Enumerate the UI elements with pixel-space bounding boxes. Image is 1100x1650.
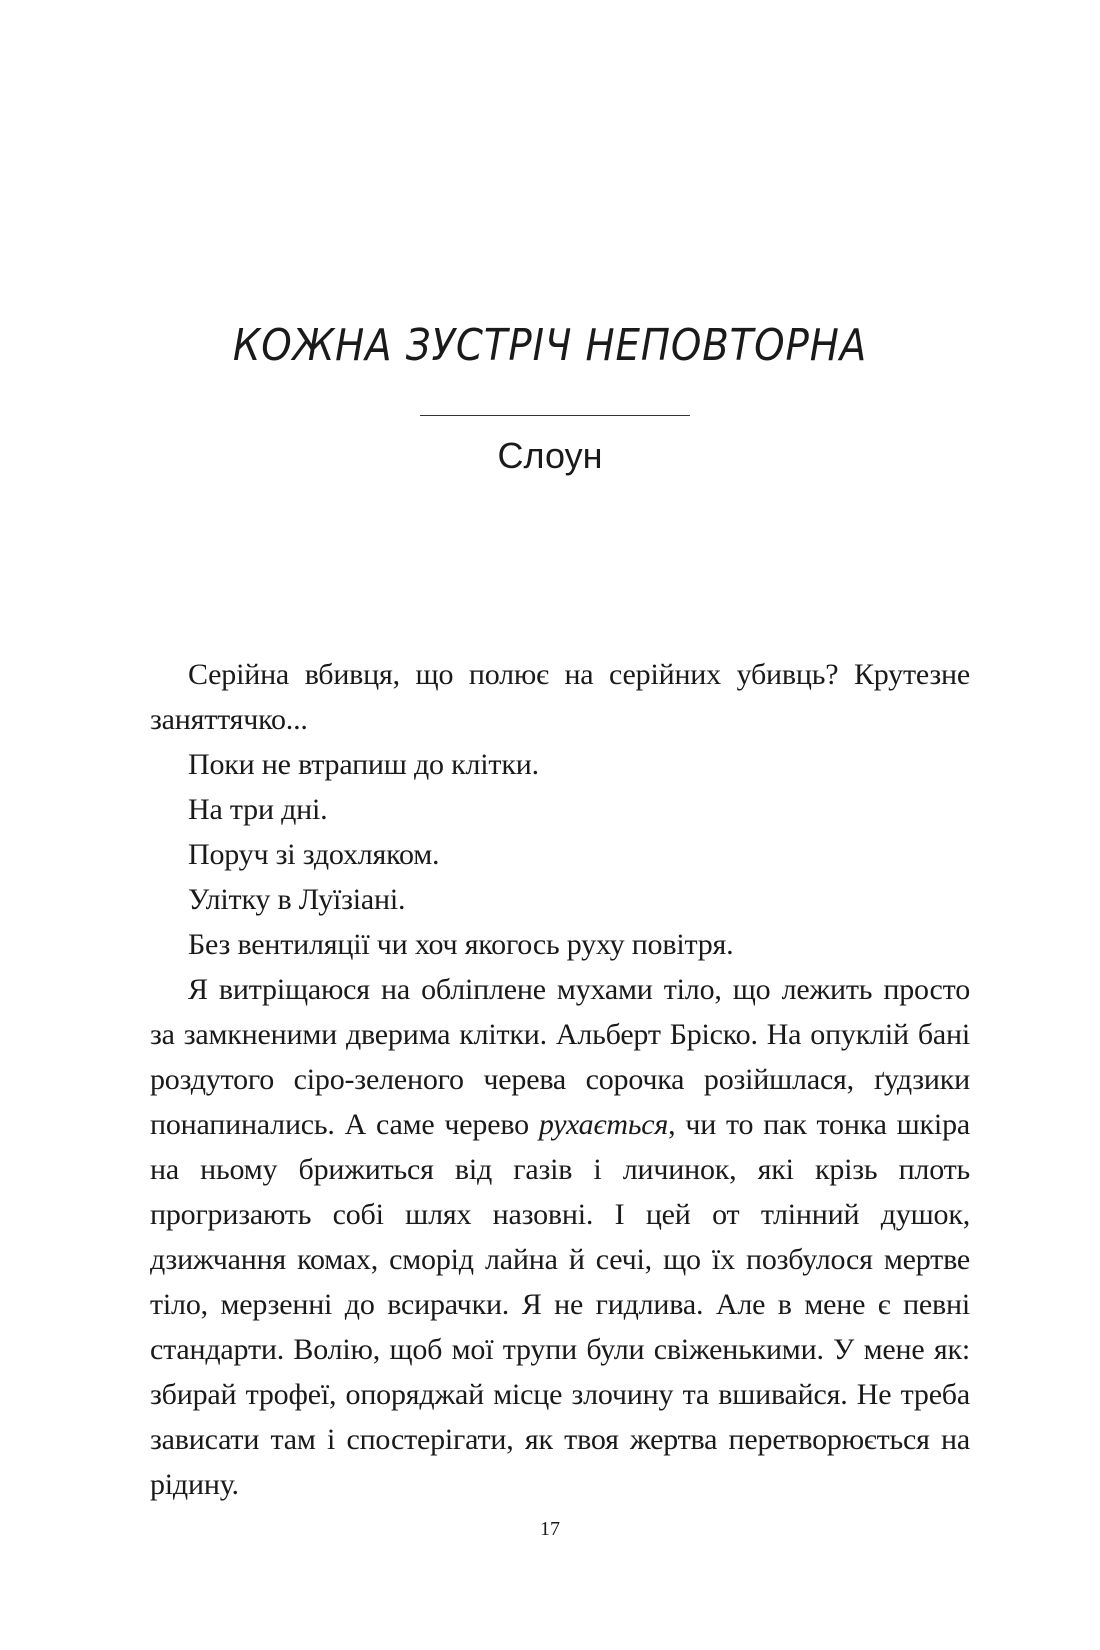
chapter-pov-name: Слоун bbox=[497, 435, 603, 476]
paragraph: Улітку в Луїзіані. bbox=[188, 883, 406, 916]
paragraph: Поруч зі здохляком. bbox=[188, 838, 440, 871]
paragraph: Поки не втрапиш до клітки. bbox=[188, 748, 539, 781]
body-text bbox=[150, 652, 970, 1507]
chapter-title: КОЖНА ЗУСТРІЧ НЕПОВТОРНА bbox=[232, 320, 868, 371]
page-number: 17 bbox=[540, 1518, 560, 1540]
italic-emphasis: рухається bbox=[538, 1108, 669, 1141]
paragraph: На три дні. bbox=[188, 793, 328, 826]
long-paragraph bbox=[150, 967, 970, 1507]
long-paragraph-part2: , чи то пак тонка шкіра на ньому брижиться від газів і личинок, які крізь плоть прогризають собі шлях назовні. І цей от тлінний душок, дзижчання комах, сморід лайна й сечі, що їх позбулося мертве тіло, мерзенні до всирачки. Я не гидлива. Але в мене є певні стандарти. Волію, щоб мої трупи були свіженькими. У мене як: збирай трофеї, опоряджай місце злочину та вшивайся. Не треба зависати там і спостерігати, як твоя жертва перетворюється на рідину. bbox=[150, 1108, 970, 1501]
long-paragraph-part1: Я витріщаюся на обліплене мухами тіло, що лежить просто за замкненими дверима клітки. Альберт Бріско. На опуклій бані роздутого сіро-зеленого черева сорочка розійшлася, ґудзики понапинались. А саме черево bbox=[150, 973, 970, 1141]
title-divider bbox=[420, 415, 690, 416]
paragraph: Без вентиляції чи хоч якогось руху повітря. bbox=[188, 928, 734, 961]
paragraph: Серійна вбивця, що полює на серійних убивць? Крутезне заняттячко... bbox=[150, 658, 970, 736]
